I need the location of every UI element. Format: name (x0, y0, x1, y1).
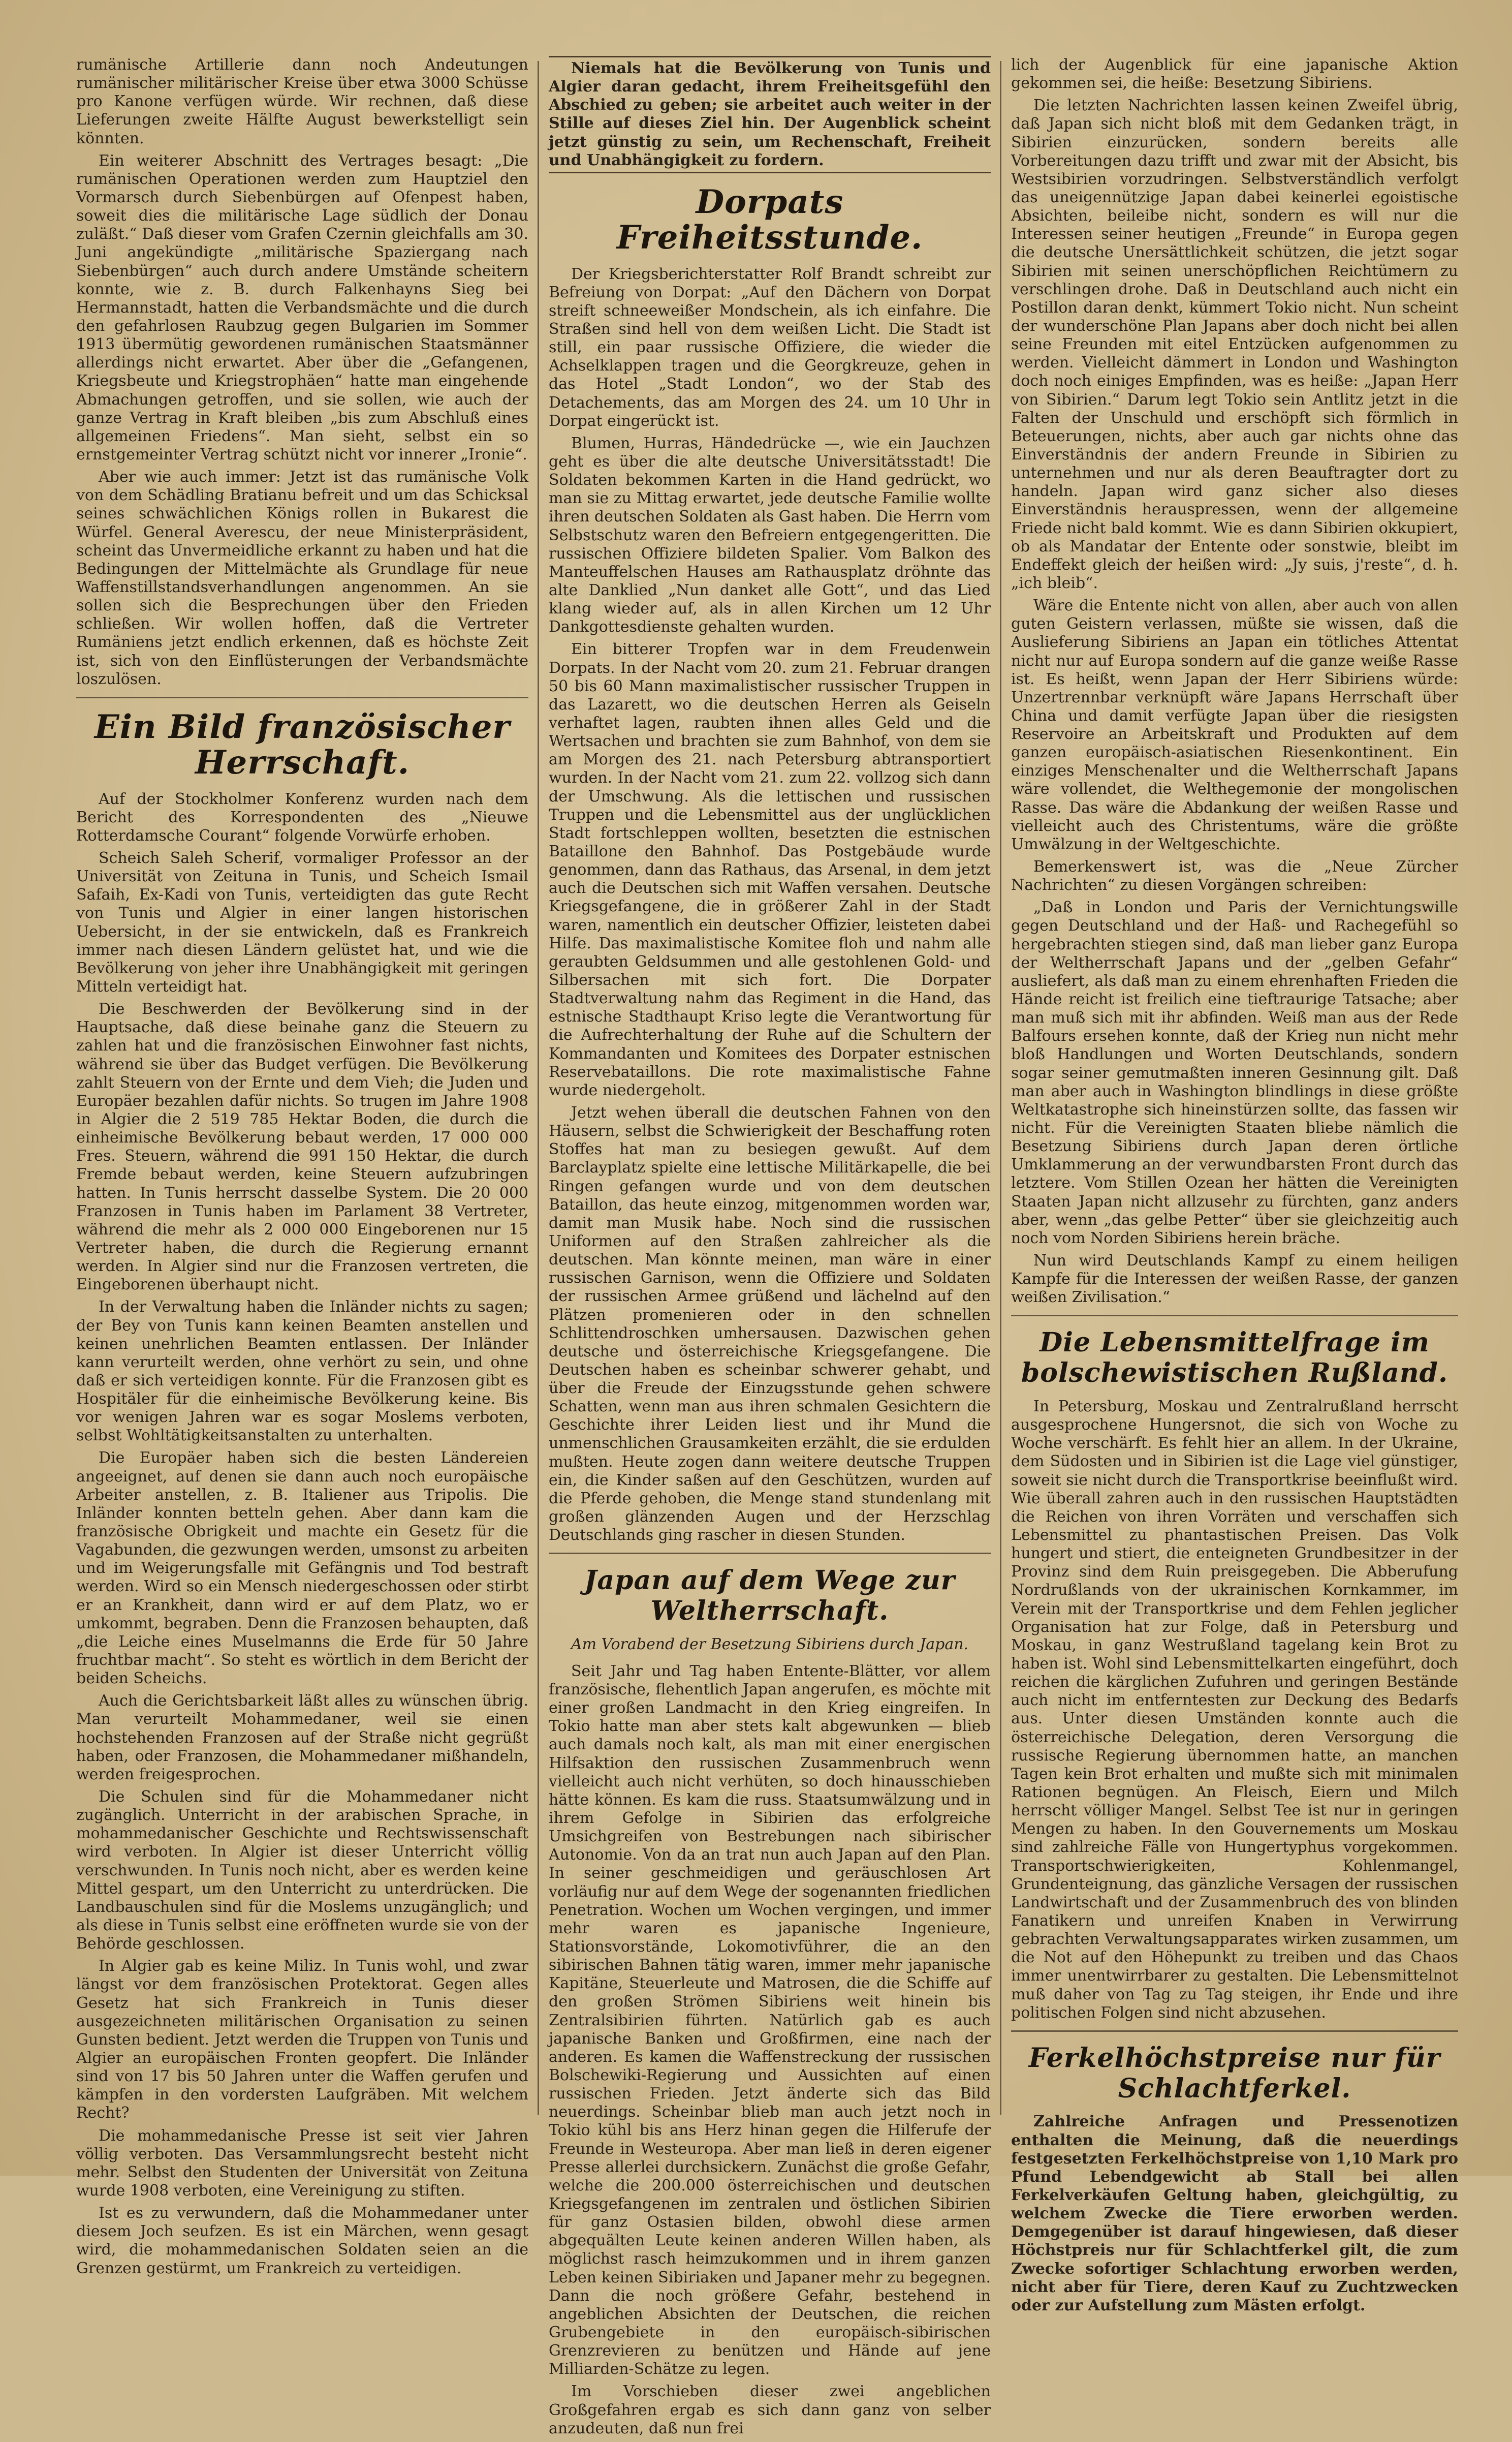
column-left (76, 56, 528, 2282)
paragraph: rumänische Artillerie dann noch Andeutungen rumänischer militärischer Kreise über etwa 3000 Schüsse pro Kanone verfügen würde. Wir rechnen, daß diese Lieferungen zweite Hälfte August bewerkstelligt sein könnten. (76, 56, 528, 147)
paragraph: Aber wie auch immer: Jetzt ist das rumänische Volk von dem Schädling Bratianu befreit und um das Schicksal seines schwächlichen Königs rollen in Bukarest die Würfel. General Averescu, der neue Ministerpräsident, scheint das Unvermeidliche erkannt zu haben und hat die Bedingungen der Mittelmächte als Grundlage für neue Waffenstillstandsverhandlungen angenommen. An sie sollen sich die Besprechungen über den Frieden schließen. Wir wollen hoffen, daß die Vertreter Rumäniens jetzt endlich erkennen, daß es höchste Zeit ist, sich von den Einflüsterungen der Verbandsmächte loszulösen. (76, 468, 528, 688)
paragraph: Der Kriegsberichterstatter Rolf Brandt schreibt zur Befreiung von Dorpat: „Auf den Dächern von Dorpat streift schneeweißer Mondschein, als ich einfahre. Die Straßen sind hell von dem weißen Licht. Die Stadt ist still, ein paar russische Offiziere, die wieder die Achselklappen tragen und die Georgkreuze, gehen in das Hotel „Stadt London“, wo der Stab des Detachements, das am Morgen des 24. um 10 Uhr in Dorpat eingerückt ist. (549, 265, 991, 430)
section-divider (76, 697, 528, 698)
section-divider (1011, 1315, 1458, 1316)
column-divider (538, 61, 539, 2115)
paragraph: Scheich Saleh Scherif, vormaliger Professor an der Universität von Zeituna in Tunis, und Scheich Ismail Safaih, Ex-Kadi von Tunis, verteidigten das gute Recht von Tunis und Algier in einer langen historischen Uebersicht, in der sie entwickeln, daß es Frankreich immer nach diesen Ländern gelüstet hat, und wie die Bevölkerung von jeher ihre Unabhängigkeit mit geringen Mitteln verteidigt hat. (76, 849, 528, 996)
column-middle (549, 56, 991, 2442)
paragraph: Die letzten Nachrichten lassen keinen Zweifel übrig, daß Japan sich nicht bloß mit dem Gedanken trägt, in Sibirien einzurücken, sondern bereits alle Vorbereitungen dazu trifft und zwar mit der Absicht, bis Westsibirien vorzudringen. Selbstverständlich verfolgt das uneigennützige Japan dabei keinerlei egoistische Absichten, beileibe nicht, sondern es will nur die Interessen seiner heutigen „Freunde“ in Europa gegen die deutsche Unersättlichkeit schützen, die jetzt sogar Sibirien mit seinen unerschöpflichen Reichtümern zu verschlingen drohe. Daß in Deutschland auch nicht ein Postillon daran denkt, kümmert Tokio nicht. Nun scheint der wunderschöne Plan Japans aber doch nicht bei allen seine Freunden mit eitel Entzücken aufgenommen zu werden. Vielleicht dämmert in London und Washington doch noch einiges Empfinden, was es heiße: „Japan Herr von Sibirien.“ Darum legt Tokio sein Antlitz jetzt in die Falten der Unschuld und erschöpft sich förmlich in Beteuerungen, nichts, aber auch gar nichts ohne das Einverständnis der andern Freunde in Sibirien zu unternehmen und nur als deren Beauftragter dort zu handeln. Japan wird ganz sicher also dieses Einverständnis herauspressen, wenn der allgemeine Friede nicht bald kommt. Wie es dann Sibirien okkupiert, ob als Mandatar der Entente oder sonstwie, bleibt im Endeffekt gleich der heißen wird: „Jy suis, j'reste“, d. h. „ich bleib“. (1011, 97, 1458, 592)
paragraph: Ist es zu verwundern, daß die Mohammedaner unter diesem Joch seufzen. Es ist ein Märchen, wenn gesagt wird, die mohammedanischen Soldaten seien an die Grenzen gestürmt, um Frankreich zu verteidigen. (76, 2204, 528, 2277)
paragraph: lich der Augenblick für eine japanische Aktion gekommen sei, die heiße: Besetzung Sibiriens. (1011, 56, 1458, 92)
paragraph: Die Europäer haben sich die besten Ländereien angeeignet, auf denen sie dann auch noch europäische Arbeiter anstellen, z. B. Italiener aus Tripolis. Die Inländer konnten betteln gehen. Aber dann kam die französische Obrigkeit und machte ein Gesetz für die Vagabunden, die gezwungen werden, umsonst zu arbeiten und im Weigerungsfalle mit Gefängnis und Tod bestraft werden. Wird so ein Mensch niedergeschossen oder stirbt er an Krankheit, dann wird er auf dem Platz, wo er umkommt, begraben. Denn die Franzosen behaupten, daß „die Leiche eines Muselmanns die Erde für 50 Jahre fruchtbar macht“. So steht es wörtlich in dem Bericht der beiden Scheichs. (76, 1449, 528, 1688)
paragraph: In Petersburg, Moskau und Zentralrußland herrscht ausgesprochene Hungersnot, die sich von Woche zu Woche verschärft. Es fehlt hier an allem. In der Ukraine, dem Südosten und in Sibirien ist die Lage viel günstiger, soweit sie nicht durch die Transportkrise beeinflußt wird. Wie überall zahren auch in den russischen Hauptstädten die Reichen von ihren Vorräten und verschaffen sich Lebensmittel zu phantastischen Preisen. Das Volk hungert und stiert, die enteigneten Grundbesitzer in der Provinz sind dem Ruin preisgegeben. Die Abberufung Nordrußlands von der ukrainischen Kornkammer, im Verein mit der Transportkrise und dem Fehlen jeglicher Organisation hat zur Folge, daß in Petersburg und Moskau, in ganz Westrußland tagelang kein Brot zu haben ist. Wohl sind Lebensmittelkarten eingeführt, doch reichen die kärglichen Zufuhren und geringen Bestände auch nicht im entferntesten zur Deckung des Bedarfs aus. Unter diesen Umständen konnte auch die österreichische Delegation, deren Versorgung die russische Regierung übernommen hatte, an manchen Tagen kein Brot erhalten und mußte sich mit minimalen Rationen begnügen. An Fleisch, Eiern und Milch herrscht völliger Mangel. Selbst Tee ist nur in geringen Mengen zu haben. In den Gouvernements um Moskau sind zahlreiche Fälle von Hungertyphus vorgekommen. Transportschwierigkeiten, Kohlenmangel, Grundenteignung, das gänzliche Versagen der russischen Landwirtschaft und der Zusammenbruch des von blinden Fanatikern und unreifen Knaben in Verwirrung gebrachten Verwaltungsapparates wirken zusammen, um die Not auf den Höhepunkt zu treiben und das Chaos immer unentwirrbarer zu gestalten. Die Lebensmittelnot muß daher von Tag zu Tag steigen, ihr Ende und ihre politischen Folgen sind nicht abzusehen. (1011, 1398, 1458, 2022)
column-right (1011, 56, 1458, 2319)
quote-paragraph: „Daß in London und Paris der Vernichtungswille gegen Deutschland und der Haß- und Rachegefühl so hergebrachten stiegen sind, daß man lieber ganz Europa der Weltherrschaft Japans und der „gelben Gefahr“ ausliefert, als daß man zu einem ehrenhaften Frieden die Hände reicht ist freilich eine tieftraurige Tatsache; aber man muß sich mit ihr abfinden. Weiß man aus der Rede Balfours ersehen konnte, daß der Krieg nun nicht mehr bloß Handlungen und Worten Deutschlands, sondern sogar seiner gemutmaßten inneren Gesinnung gilt. Daß man aber auch in Washington blindlings in diese größte Weltkatastrophe sich hineinstürzen sollte, das fassen wir nicht. Für die Vereinigten Staaten bliebe nämlich die Besetzung Sibiriens durch Japan deren örtliche Umklammerung an der verwundbarsten Front durch das letztere. Vom Stillen Ozean her hätten die Vereinigten Staaten Japan nicht allzusehr zu fürchten, ganz anders aber, wenn „das gelbe Petter“ über sie gleichzeitig auch noch vom Norden Sibiriens herein bräche. (1011, 899, 1458, 1247)
quote-paragraph: Nun wird Deutschlands Kampf zu einem heiligen Kampfe für die Interessen der weißen Rasse, der ganzen weißen Zivilisation.“ (1011, 1252, 1458, 1307)
paragraph: Seit Jahr und Tag haben Entente-Blätter, vor allem französische, flehentlich Japan angerufen, es möchte mit einer großen Landmacht in den Krieg eingreifen. In Tokio hatte man aber stets kalt abgewunken — blieb auch damals noch kalt, als man mit einer energischen Hilfsaktion den russischen Zusammenbruch wenn vielleicht auch nicht verhüten, so doch hinausschieben hätte können. Es kam die russ. Staatsumwälzung und in ihrem Gefolge in Sibirien das erfolgreiche Umsichgreifen von Bestrebungen nach sibirischer Autonomie. Von da an trat nun auch Japan auf den Plan. In seiner geschmeidigen und geräuschlosen Art vorläufig nur auf dem Wege der sogenannten friedlichen Penetration. Wochen um Wochen vergingen, und immer mehr waren es japanische Ingenieure, Stationsvorstände, Lokomotivführer, die an den sibirischen Bahnen tätig waren, immer mehr japanische Kapitäne, Steuerleute und Matrosen, die die Schiffe auf den großen Strömen Sibiriens weit hinein bis Zentralsibirien führten. Natürlich gab es auch japanische Banken und Großfirmen, eine nach der anderen. Es kamen die Waffenstreckung der russischen Bolschewiki-Regierung und Aussichten auf einen russischen Frieden. Jetzt änderte sich das Bild neuerdings. Scheinbar blieb man auch jetzt noch in Tokio kühl bis ans Herz hinan gegen die Hilferufe der Freunde in Westeuropa. Aber man ließ in deren eigener Presse allerlei durchsickern. Zunächst die große Gefahr, welche die 200.000 österreichischen und deutschen Kriegsgefangenen im zentralen und östlichen Sibirien für ganz Ostasien bilden, obwohl diese armen abgequälten Leute keinen anderen Willen haben, als möglichst rasch heimzukommen und in ihrem ganzen Leben keinen Sibiriaken und Japaner mehr zu begegnen. Dann die noch größere Gefahr, bestehend in angeblichen Absichten der Deutschen, die reichen Grubengebiete in den europäisch-sibirischen Grenzrevieren zu benützen und Hände auf jene Milliarden-Schätze zu legen. (549, 1662, 991, 2378)
paragraph: Jetzt wehen überall die deutschen Fahnen von den Häusern, selbst die Schwierigkeit der Beschaffung roten Stoffes hat man zu besiegen gewußt. Auf dem Barclayplatz spielte eine lettische Militärkapelle, die bei Ringen gefangen wurde und von dem deutschen Bataillon, das heute einzog, mitgenommen worden war, damit man Musik habe. Noch sind die russischen Uniformen auf den Straßen zahlreicher als die deutschen. Man könnte meinen, man wäre in einer russischen Garnison, wenn die Offiziere und Soldaten der russischen Armee grüßend und lächelnd auf den Plätzen promenieren oder in den schnellen Schlittendroschken umhersausen. Dazwischen gehen deutsche und österreichische Kriegsgefangene. Die Deutschen haben es scheinbar schwerer gehabt, und über die Freude der Einzugsstunde gehen schwere Schatten, wenn man aus ihren schmalen Gesichtern die Geschichte ihrer Leiden liest und ihr Mund die unmenschlichen Grausamkeiten erzählt, die sie erdulden mußten. Heute zogen dann weitere deutsche Truppen ein, die Kinder saßen auf den Geschützen, wurden auf die Pferde gehoben, die Menge stand stundenlang mit großen glänzenden Augen und der Herzschlag Deutschlands ging rascher in diesen Stunden. (549, 1103, 991, 1544)
paragraph: Ein bitterer Tropfen war in dem Freudenwein Dorpats. In der Nacht vom 20. zum 21. Februar drangen 50 bis 60 Mann maximalistischer russischer Truppen in das Lazarett, wo die deutschen Herren als Geiseln verhaftet lagen, raubten ihnen alles Geld und die Wertsachen und brachten sie zum Bahnhof, von dem sie am Morgen des 21. nach Petersburg abtransportiert wurden. In der Nacht vom 21. zum 22. vollzog sich dann der Umschwung. Als die lettischen und russischen Truppen und die Lebensmittel aus der unglücklichen Stadt fortschleppen wollten, besetzten die estnischen Bataillone den Bahnhof. Das Postgebäude wurde genommen, dann das Rathaus, das Arsenal, in dem jetzt auch die Deutschen sich mit Waffen versahen. Deutsche Kriegsgefangene, die in größerer Zahl in der Stadt waren, namentlich ein deutscher Offizier, leisteten dabei Hilfe. Das maximalistische Komitee floh und nahm alle geraubten Geldsummen und alle gestohlenen Gold- und Silbersachen mit sich fort. Die Dorpater Stadtverwaltung nahm das Regiment in die Hand, das estnische Stadthaupt Kriso legte die Verantwortung für die Aufrechterhaltung der Ruhe auf die Schultern der Kommandanten und Komitees des Dorpater estnischen Reservebataillons. Die rote maximalistische Fahne wurde niedergeholt. (549, 640, 991, 1099)
paragraph: Im Vorschieben dieser zwei angeblichen Großgefahren ergab es sich dann ganz von selber anzudeuten, daß nun frei (549, 2383, 991, 2437)
paragraph: Die mohammedanische Presse ist seit vier Jahren völlig verboten. Das Versammlungsrecht besteht nicht mehr. Selbst den Studenten der Universität von Zeituna wurde 1908 verboten, eine Vereinigung zu stiften. (76, 2126, 528, 2200)
column-divider (1000, 61, 1001, 2115)
paragraph: Wäre die Entente nicht von allen, aber auch von allen guten Geistern verlassen, müßte sie wissen, daß die Auslieferung Sibiriens an Japan ein tötliches Attentat nicht nur auf Europa sondern auf die ganze weiße Rasse ist. Es heißt, wenn Japan der Herr Sibiriens würde: Unzertrennbar verknüpft wäre Japans Herrschaft über China und damit verfügte Japan über die riesigsten Reservoire an Arbeitskraft und Produkten auf dem ganzen europäisch-asiatischen Riesenkontinent. Ein einziges Menschenalter und die Weltherrschaft Japans wäre vollendet, die Welthegemonie der mongolischen Rasse. Das wäre die Abdankung der weißen Rasse und vielleicht auch des Christentums, wäre die größte Umwälzung in der Weltgeschichte. (1011, 597, 1458, 853)
headline-piglet-prices: Ferkelhöchstpreise nur für Schlachtferkel. (1028, 2042, 1441, 2104)
paragraph: In Algier gab es keine Miliz. In Tunis wohl, und zwar längst vor dem französischen Protektorat. Gegen alles Gesetz hat sich Frankreich in Tunis dieser ausgezeichneten militärischen Organisation zu seinen Gunsten bedient. Jetzt werden die Truppen von Tunis und Algier an europäischen Fronten geopfert. Die Inländer sind von 17 bis 50 Jahren unter die Waffen gerufen und kämpfen in den vordersten Laufgräben. Mit welchem Recht? (76, 1957, 528, 2122)
section-divider (549, 1553, 991, 1554)
headline-french-rule: Ein Bild französischer Herrschaft. (94, 707, 511, 782)
headline-dorpat: Dorpats Freiheitsstunde. (616, 182, 923, 257)
paragraph: Blumen, Hurras, Händedrücke —, wie ein Jauchzen geht es über die alte deutsche Universitätsstadt! Die Soldaten bekommen Karten in die Hand gedrückt, wo man sie zu Mittag erwartet, jede deutsche Familie wollte ihren deutschen Soldaten als Gast haben. Die Herrn vom Selbstschutz waren den Befreiern entgegengeritten. Die russischen Offiziere bildeten Spalier. Vom Balkon des Manteuffelschen Hauses am Rathausplatz dröhnte das alte Danklied „Nun danket alle Gott“, und das Lied klang wieder auf, als in allen Kirchen um 12 Uhr Dankgottesdienste gehalten wurden. (549, 434, 991, 636)
headline-japan: Japan auf dem Wege zur Weltherrschaft. (584, 1565, 956, 1627)
paragraph: Die Schulen sind für die Mohammedaner nicht zugänglich. Unterricht in der arabischen Sprache, in mohammedanischer Geschichte und Rechtswissenschaft wird verboten. In Algier ist dieser Unterricht völlig verschwunden. In Tunis noch nicht, aber es werden keine Mittel gespart, um den Unterricht zu unterdrücken. Die Landbauschulen sind für die Moslems unzugänglich; und als diese in Tunis selbst eine eröffneten wurde sie von der Behörde geschlossen. (76, 1788, 528, 1953)
paragraph: Auf der Stockholmer Konferenz wurden nach dem Bericht des Korrespondenten des „Nieuwe Rotterdamsche Courant“ folgende Vorwürfe erhoben. (76, 790, 528, 845)
paragraph: In der Verwaltung haben die Inländer nichts zu sagen; der Bey von Tunis kann keinen Beamten anstellen und keinen unehrlichen Beamten entlassen. Der Inländer kann verurteilt werden, ohne verhört zu sein, und ohne daß er sich verteidigen konnte. Für die Franzosen gibt es Hospitäler für die einheimische Bevölkerung keine. Bis vor wenigen Jahren war es sogar Moslems verboten, selbst Wohltätigkeitsanstalten zu unterhalten. (76, 1298, 528, 1445)
paragraph: Zahlreiche Anfragen und Pressenotizen enthalten die Meinung, daß die neuerdings festgesetzten Ferkelhöchstpreise von 1,10 Mark pro Pfund Lebendgewicht ab Stall bei allen Ferkelverkäufen Geltung haben, gleichgültig, zu welchem Zwecke die Tiere erworben werden. Demgegenüber ist darauf hingewiesen, daß dieser Höchstpreis nur für Schlachtferkel gilt, die zum Zwecke sofortiger Schlachtung erworben werden, nicht aber für Tiere, deren Kauf zu Zuchtzwecken oder zur Aufstellung zum Mästen erfolgt. (1011, 2113, 1458, 2314)
lead-paragraph: Niemals hat die Bevölkerung von Tunis und Algier daran gedacht, ihrem Freiheitsgefühl den Abschied zu geben; sie arbeitet auch weiter in der Stille auf dieses Ziel hin. Der Augenblick scheint jetzt günstig zu sein, um Rechenschaft, Freiheit und Unabhängigkeit zu fordern. (549, 56, 991, 173)
subheadline-japan: Am Vorabend der Besetzung Sibiriens durch Japan. (571, 1635, 969, 1653)
headline-food-russia: Die Lebensmittelfrage im bolschewistischen Rußland. (1021, 1327, 1448, 1389)
paragraph: Bemerkenswert ist, was die „Neue Zürcher Nachrichten“ zu diesen Vorgängen schreiben: (1011, 858, 1458, 894)
section-divider (1011, 2030, 1458, 2032)
paragraph: Auch die Gerichtsbarkeit läßt alles zu wünschen übrig. Man verurteilt Mohammedaner, weil sie einen hochstehenden Franzosen auf der Straße nicht gegrüßt haben, oder Franzosen, die Mohammedaner mißhandeln, werden freigesprochen. (76, 1692, 528, 1783)
paragraph: Ein weiterer Abschnitt des Vertrages besagt: „Die rumänischen Operationen werden zum Hauptziel den Vormarsch durch Siebenbürgen auf Ofenpest haben, soweit dies die militärische Lage südlich der Donau zuläßt.“ Daß dieser vom Grafen Czernin gleichfalls am 30. Juni angekündigte „militärische Spaziergang nach Siebenbürgen“ auch durch andere Umstände scheitern konnte, wie z. B. durch Falkenhayns Sieg bei Hermannstadt, hatten die Verbandsmächte und die durch den gefahrlosen Raubzug gegen Bulgarien im Sommer 1913 übermütig gewordenen rumänischen Staatsmänner allerdings nicht erwartet. Aber über die „Gefangenen, Kriegsbeute und Kriegstrophäen“ hatte man eingehende Abmachungen getroffen, und sie sollen, wie auch der ganze Vertrag in Kraft bleiben „bis zum Abschluß eines allgemeinen Friedens“. Man sieht, selbst ein so ernstgemeinter Vertrag schützt nicht vor innerer „Ironie“. (76, 151, 528, 463)
paragraph: Die Beschwerden der Bevölkerung sind in der Hauptsache, daß diese beinahe ganz die Steuern zu zahlen hat und die französischen Einwohner fast nichts, während sie über das Budget verfügen. Die Bevölkerung zahlt Steuern von der Ernte und dem Vieh; die Juden und Europäer bezahlen dafür nichts. So trugen im Jahre 1908 in Algier die 2 519 785 Hektar Boden, die durch die einheimische Bevölkerung bebaut werden, 17 000 000 Fres. Steuern, während die 991 150 Hektar, die durch Fremde bebaut werden, keine Steuern aufzubringen hatten. In Tunis herrscht dasselbe System. Die 20 000 Franzosen in Tunis haben im Parlament 38 Vertreter, während die mehr als 2 000 000 Eingeborenen nur 15 Vertreter haben, die durch die Regierung ernannt werden. In Algier sind nur die Franzosen vertreten, die Eingeborenen überhaupt nicht. (76, 1000, 528, 1294)
